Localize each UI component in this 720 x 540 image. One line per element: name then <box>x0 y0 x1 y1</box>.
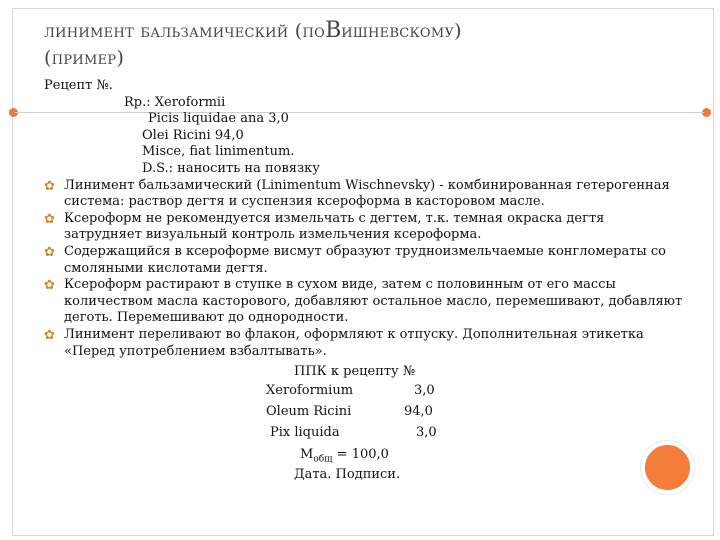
title-text-part2: ишневскому) <box>341 20 462 42</box>
list-item-text: Ксероформ не рекомендуется измельчать с дегтем, т.к. темная окраска дегтя затрудняет визуальный контроль измельчения ксероформа. <box>64 210 605 243</box>
list-item-text: Содержащийся в ксероформе висмут образуют трудноизмельчаемые конгломераты со смоляными кислотами дегтя. <box>64 243 666 276</box>
recipe-line: Rp.: Xeroformii <box>124 94 226 110</box>
title-text-part1: линимент бальзамический (по <box>44 20 326 42</box>
ppk-block <box>44 364 684 486</box>
list-item <box>44 211 684 244</box>
ppk-row-value: 3,0 <box>414 382 435 398</box>
slide-title <box>44 16 644 71</box>
recipe-line: Olei Ricini 94,0 <box>142 127 244 143</box>
ppk-footer: Дата. Подписи. <box>294 466 401 482</box>
ppk-total <box>44 444 684 466</box>
list-item-text: Линимент переливают во флакон, оформляют к отпуску. Дополнительная этикетка «Перед употреблением взбалтывать». <box>64 326 644 359</box>
bullet-icon: ✿ <box>44 211 55 227</box>
ppk-total-symbol: M <box>300 446 314 462</box>
bullet-icon: ✿ <box>44 327 55 343</box>
title-text-initial: В <box>325 18 342 43</box>
ppk-total-sub: общ <box>313 454 333 465</box>
ppk-row-name: Xeroformium <box>266 382 354 398</box>
bullet-icon: ✿ <box>44 244 55 260</box>
recipe-header: Рецепт №. <box>44 78 113 93</box>
ppk-row <box>44 423 684 444</box>
recipe-line: Picis liquidae ana 3,0 <box>148 111 289 127</box>
ppk-row <box>44 402 684 423</box>
decorative-circle <box>641 441 694 494</box>
slide-content <box>44 78 684 486</box>
ppk-row-name: Oleum Ricini <box>266 403 352 419</box>
ppk-row <box>44 381 684 402</box>
ppk-row-value: 94,0 <box>404 403 433 419</box>
list-item-text: Ксероформ растирают в ступке в сухом виде, затем с половинным от его массы количеством масла касторового, добавляют остальное масло, перемешивают, добавляют деготь. Перемешивают до однородности. <box>64 277 683 326</box>
recipe-line: Misce, fiat linimentum. <box>142 144 295 160</box>
recipe-line: D.S.: наносить на повязку <box>142 160 320 176</box>
list-item <box>44 244 684 277</box>
ppk-header: ППК к рецепту № <box>294 364 416 380</box>
list-item <box>44 327 684 360</box>
bullet-icon: ✿ <box>44 278 55 294</box>
title-text-part3: (пример) <box>44 46 125 69</box>
bullet-icon: ✿ <box>44 178 55 194</box>
list-item <box>44 277 684 327</box>
ppk-total-value: = 100,0 <box>332 446 389 462</box>
bullet-list <box>44 178 684 361</box>
ppk-footer-row <box>44 466 684 486</box>
list-item-text: Линимент бальзамический (Linimentum Wischnevsky) - комбинированная гетерогенная система: раствор дегтя и суспензия ксероформа в касторовом масле. <box>64 177 670 210</box>
ppk-row-name: Pix liquida <box>270 424 340 440</box>
title-line-1 <box>44 16 644 46</box>
list-item <box>44 178 684 211</box>
title-line-2 <box>44 46 644 72</box>
ppk-row-value: 3,0 <box>416 424 437 440</box>
